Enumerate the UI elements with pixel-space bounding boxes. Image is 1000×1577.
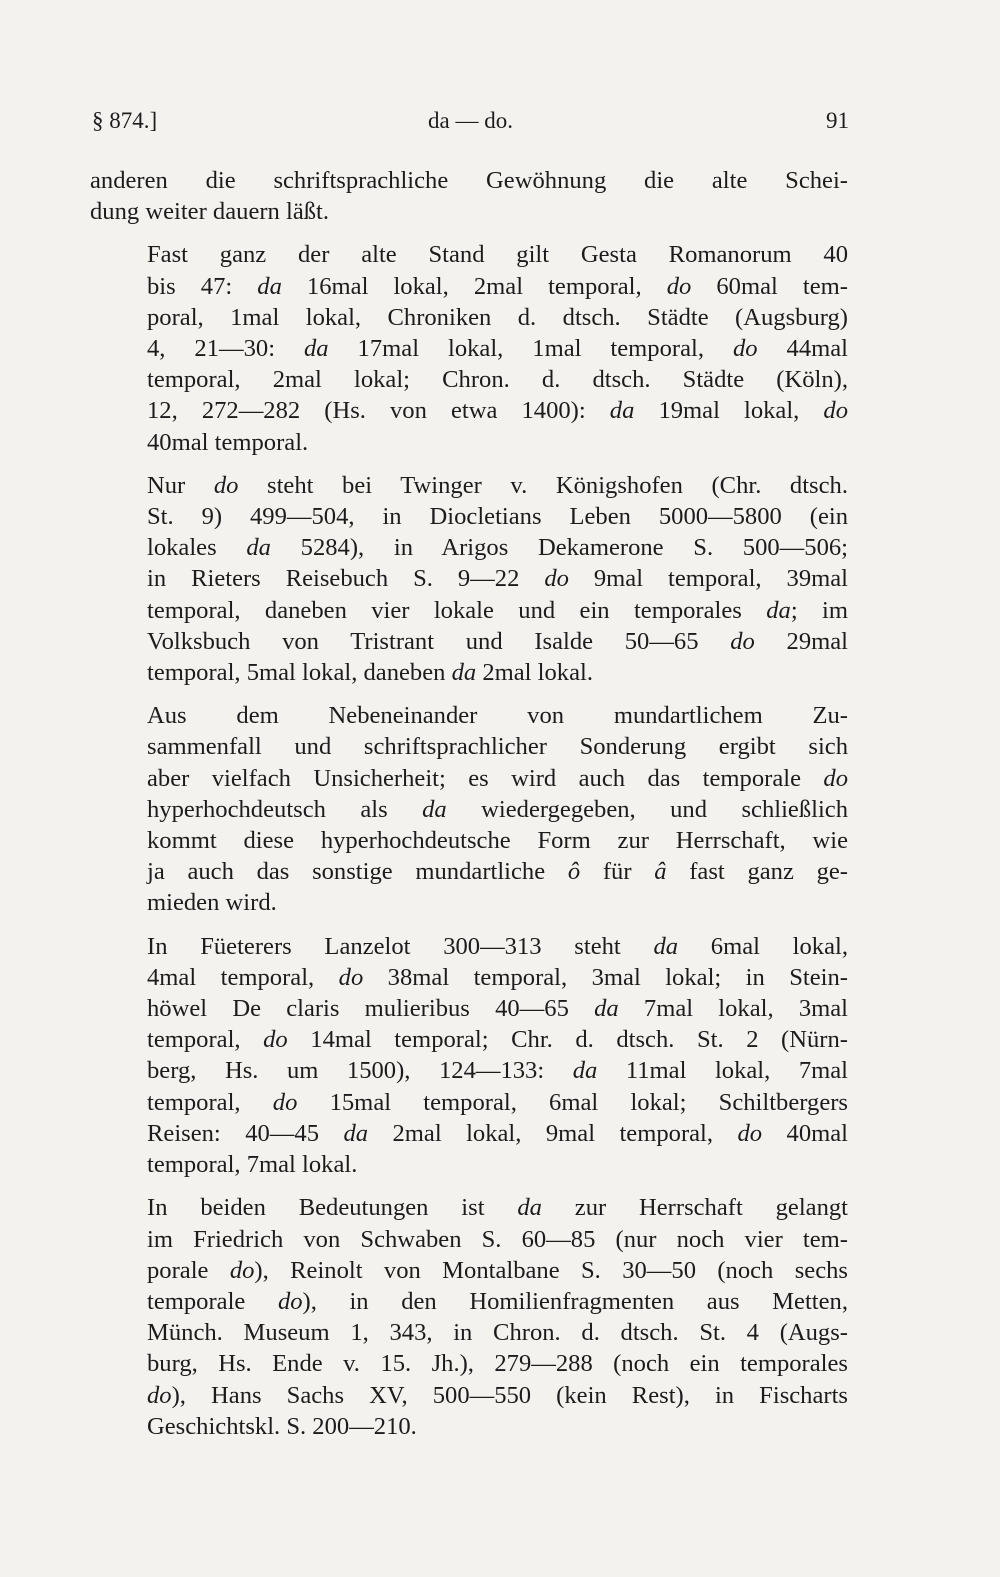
text-run: 9mal temporal, 39mal <box>568 565 848 593</box>
text-run: steht bei Twinger v. Königshofen (Chr. dtsch. <box>238 471 848 499</box>
text-line <box>90 825 848 856</box>
italic-word: do <box>277 1287 303 1315</box>
italic-word: do <box>823 764 848 792</box>
text-run: 44mal <box>757 335 849 363</box>
text-run: Münch. Museum 1, 343, in Chron. d. dtsch. St. 4 (Augs- <box>147 1319 848 1347</box>
text-run: 7mal lokal, 3mal <box>618 995 849 1023</box>
text-line <box>90 563 848 594</box>
text-run: Volksbuch von Tristrant und Isalde 50—65 <box>147 627 731 655</box>
text-run: 14mal temporal; Chr. d. dtsch. St. 2 (Nürn- <box>287 1026 848 1054</box>
italic-word: do <box>338 963 364 991</box>
text-run: 15mal temporal, 6mal lokal; Schiltbergers <box>297 1088 848 1116</box>
text-line <box>90 962 848 993</box>
text-run: 17mal lokal, 1mal temporal, <box>328 335 733 363</box>
italic-word: do <box>730 627 755 655</box>
text-run: temporal, daneben vier lokale und ein temporales <box>147 596 767 624</box>
text-run: ), Reinolt von Montalbane S. 30—50 (noch sechs <box>254 1256 848 1284</box>
text-run: temporale <box>147 1287 278 1315</box>
text-line <box>90 1192 848 1223</box>
text-line <box>90 427 848 458</box>
text-line <box>90 626 848 657</box>
text-run: mieden wird. <box>147 889 277 917</box>
text-run: 4mal temporal, <box>147 963 339 991</box>
text-line <box>90 395 848 426</box>
text-line <box>90 1317 848 1348</box>
text-run: kommt diese hyperhochdeutsche Form zur Herrschaft, wie <box>147 827 848 855</box>
text-line <box>90 1024 848 1055</box>
text-run: 4, 21—30: <box>147 335 304 363</box>
italic-word: do <box>229 1256 255 1284</box>
text-run: sammenfall und schriftsprachlicher Sonderung ergibt sich <box>147 733 848 761</box>
text-line <box>90 532 848 563</box>
paragraph <box>90 470 848 688</box>
italic-word: do <box>272 1088 298 1116</box>
text-run: temporal, 7mal lokal. <box>147 1151 358 1179</box>
text-line <box>90 1087 848 1118</box>
text-line <box>90 239 848 270</box>
text-run: In beiden Bedeutungen ist <box>147 1194 518 1222</box>
text-line <box>90 856 848 887</box>
italic-word: da <box>304 335 329 363</box>
text-run: Nur <box>147 471 214 499</box>
text-line <box>90 501 848 532</box>
text-run: im Friedrich von Schwaben S. 60—85 (nur noch vier tem- <box>147 1225 848 1253</box>
text-line <box>90 1286 848 1317</box>
text-run: 60mal tem- <box>691 272 848 300</box>
text-line <box>90 1255 848 1286</box>
text-line <box>90 196 848 227</box>
text-run: 29mal <box>754 627 848 655</box>
text-run: in Rieters Reisebuch S. 9—22 <box>147 565 545 593</box>
italic-word: da <box>653 932 679 960</box>
text-line <box>90 731 848 762</box>
italic-word: do <box>666 272 692 300</box>
text-run: lokales <box>147 534 247 562</box>
text-line <box>90 931 848 962</box>
text-line <box>90 700 848 731</box>
text-line <box>90 1411 848 1442</box>
text-run: poral, 1mal lokal, Chroniken d. dtsch. Städte (Augsburg) <box>147 303 848 331</box>
italic-word: da <box>257 272 282 300</box>
text-line <box>90 657 848 688</box>
text-line <box>90 1055 848 1086</box>
text-run: 5284), in Arigos Dekamerone S. 500—506; <box>270 534 849 562</box>
text-run: porale <box>147 1256 230 1284</box>
text-line <box>90 993 848 1024</box>
text-run: dung weiter dauern läßt. <box>90 198 330 226</box>
text-run: fast ganz ge- <box>666 858 848 886</box>
text-run: temporal, <box>147 1088 273 1116</box>
text-run: 16mal lokal, 2mal temporal, <box>281 272 667 300</box>
text-line <box>90 165 848 196</box>
text-run: 40mal <box>762 1119 848 1147</box>
text-run: 11mal lokal, 7mal <box>597 1057 848 1085</box>
section-reference: § 874.] <box>92 108 158 133</box>
italic-word: da <box>343 1119 369 1147</box>
italic-word: da <box>609 397 635 425</box>
text-line <box>90 1149 848 1180</box>
text-run: 19mal lokal, <box>634 397 824 425</box>
text-line <box>90 302 848 333</box>
paragraph <box>90 1192 848 1442</box>
text-run: ; im <box>790 596 848 624</box>
text-run: höwel De claris mulieribus 40—65 <box>147 995 595 1023</box>
italic-word: da <box>451 659 477 687</box>
text-run: hyperhochdeutsch als <box>147 795 423 823</box>
italic-word: do <box>823 397 848 425</box>
paragraph <box>90 165 848 227</box>
text-line <box>90 595 848 626</box>
text-run: Fast ganz der alte Stand gilt Gesta Romanorum 40 <box>147 241 848 269</box>
text-run: burg, Hs. Ende v. 15. Jh.), 279—288 (noch ein temporales <box>147 1350 848 1378</box>
text-run: 38mal temporal, 3mal lokal; in Stein- <box>363 963 848 991</box>
body-text <box>90 165 848 1442</box>
text-line <box>90 1348 848 1379</box>
text-run: 40mal temporal. <box>147 428 309 456</box>
text-run: In Füeterers Lanzelot 300—313 steht <box>147 932 654 960</box>
italic-word: â <box>654 858 667 886</box>
text-run: temporal, 2mal lokal; Chron. d. dtsch. Städte (Köln), <box>147 366 848 394</box>
text-run: Geschichtskl. S. 200—210. <box>147 1412 417 1440</box>
italic-word: da <box>246 534 271 562</box>
text-line <box>90 794 848 825</box>
italic-word: do <box>147 1381 172 1409</box>
italic-word: do <box>732 335 758 363</box>
text-run: wiedergegeben, und schließlich <box>446 795 849 823</box>
text-run: anderen die schriftsprachliche Gewöhnung die alte Schei- <box>90 167 848 194</box>
text-run: Reisen: 40—45 <box>147 1119 344 1147</box>
text-run: 2mal lokal, 9mal temporal, <box>368 1119 738 1147</box>
italic-word: do <box>737 1119 763 1147</box>
italic-word: da <box>517 1194 542 1222</box>
text-line <box>90 364 848 395</box>
text-run: ja auch das sonstige mundartliche <box>147 858 568 886</box>
paragraph <box>90 239 848 457</box>
text-run: ), Hans Sachs XV, 500—550 (kein Rest), in Fischarts <box>171 1381 848 1409</box>
text-run: aber vielfach Unsicherheit; es wird auch das temporale <box>147 764 824 792</box>
text-run: ), in den Homilienfragmenten aus Metten, <box>302 1287 848 1315</box>
italic-word: do <box>263 1026 288 1054</box>
text-run: temporal, <box>147 1026 264 1054</box>
running-title: da — do. <box>428 108 513 133</box>
text-run: St. 9) 499—504, in Diocletians Leben 5000—5800 (ein <box>147 503 848 531</box>
text-run: 2mal lokal. <box>476 659 593 687</box>
text-run: zur Herrschaft gelangt <box>541 1194 849 1222</box>
page-number: 91 <box>826 108 849 133</box>
italic-word: do <box>544 565 569 593</box>
text-run: berg, Hs. um 1500), 124—133: <box>147 1057 573 1085</box>
italic-word: da <box>572 1057 598 1085</box>
paragraph <box>90 931 848 1181</box>
text-run: 6mal lokal, <box>678 932 849 960</box>
italic-word: ô <box>567 858 581 886</box>
text-line <box>90 470 848 501</box>
text-run: temporal, 5mal lokal, daneben <box>147 659 452 687</box>
text-line <box>90 1224 848 1255</box>
text-line <box>90 763 848 794</box>
text-run: Aus dem Nebeneinander von mundartlichem Zu- <box>147 702 848 730</box>
text-run: bis 47: <box>147 272 258 300</box>
text-line <box>90 333 848 364</box>
text-line <box>90 271 848 302</box>
text-line <box>90 887 848 918</box>
text-run: für <box>580 858 655 886</box>
paragraph <box>90 700 848 918</box>
italic-word: da <box>594 995 619 1023</box>
italic-word: da <box>766 596 791 624</box>
text-line <box>90 1380 848 1411</box>
italic-word: da <box>422 795 447 823</box>
text-line <box>90 1118 848 1149</box>
text-run: 12, 272—282 (Hs. von etwa 1400): <box>147 397 610 425</box>
running-header <box>92 108 849 144</box>
italic-word: do <box>213 471 239 499</box>
